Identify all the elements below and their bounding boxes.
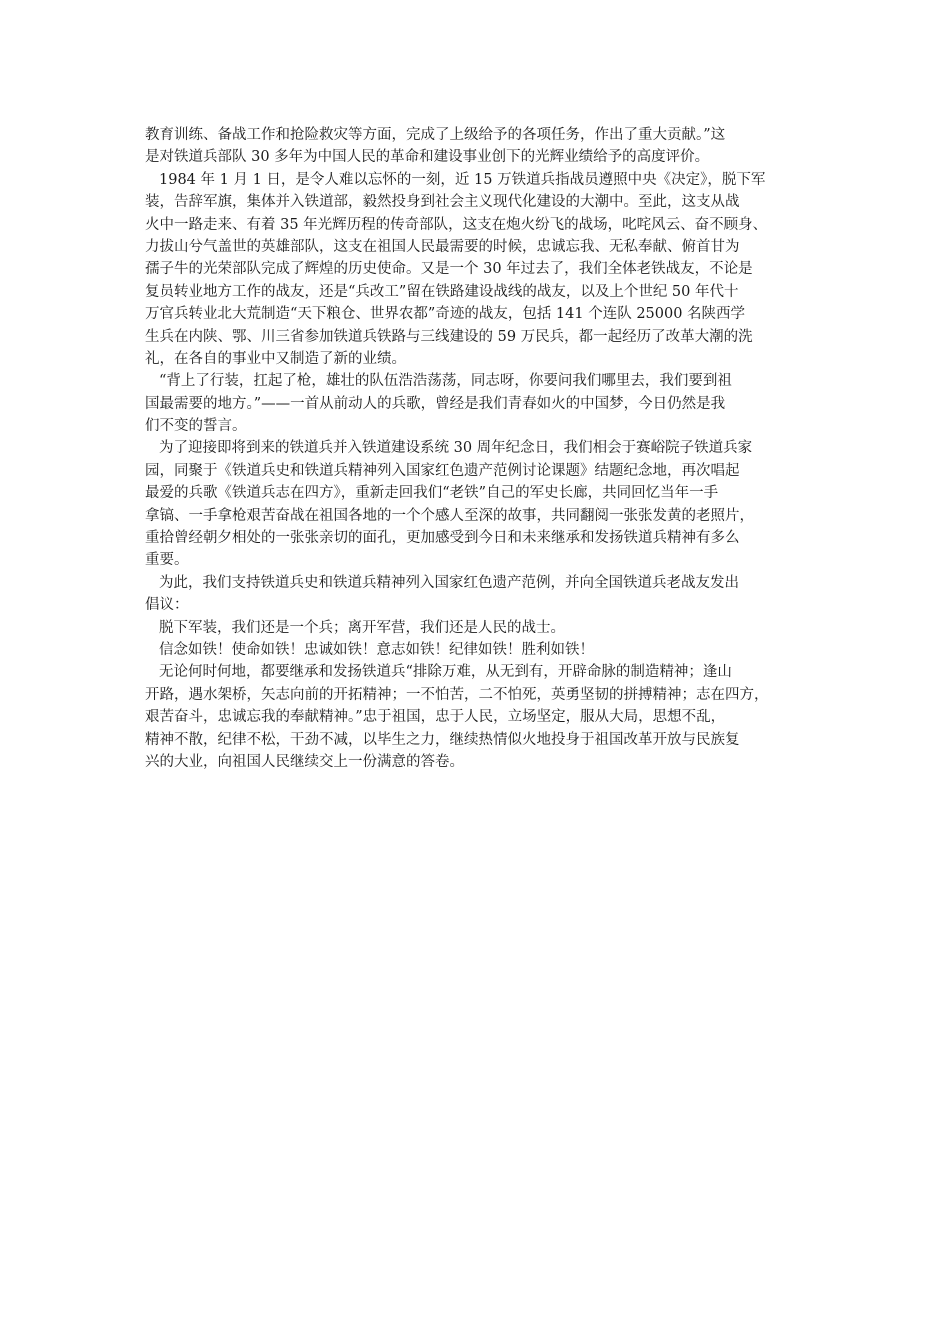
text-line: 艰苦奋斗，忠诚忘我的奉献精神。”忠于祖国，忠于人民，立场坚定，服从大局，思想不乱， [145, 709, 726, 726]
text-line: 们不变的誓言。 [145, 418, 247, 435]
text-line: 重拾曾经朝夕相处的一张张亲切的面孔，更加感受到今日和未来继承和发扬铁道兵精神有多么 [145, 530, 740, 547]
text-line: 1984 年 1 月 1 日，是令人难以忘怀的一刻，近 15 万铁道兵指战员遵照中央《决定》，脱下军 [159, 171, 766, 188]
text-line: 装，告辞军旗，集体并入铁道部，毅然投身到社会主义现代化建设的大潮中。至此，这支从战 [145, 194, 740, 211]
text-line: 园，同聚于《铁道兵史和铁道兵精神列入国家红色遗产范例讨论课题》结题纪念地，再次唱起 [145, 462, 740, 479]
text-line: 生兵在内陕、鄂、川三省参加铁道兵铁路与三线建设的 59 万民兵，都一起经历了改革大潮的洗 [145, 328, 753, 345]
text-line: 复员转业地方工作的战友，还是“兵改工”留在铁路建设战线的战友，以及上个世纪 50 年代十 [145, 283, 739, 300]
text-line: 脱下军装，我们还是一个兵；离开军营，我们还是人民的战士。 [159, 619, 565, 636]
text-line: 无论何时何地，都要继承和发扬铁道兵“排除万难，从无到有，开辟命脉的制造精神；逢山 [159, 664, 732, 681]
text-line: 兴的大业，向祖国人民继续交上一份满意的答卷。 [145, 753, 464, 770]
document-body [145, 124, 815, 773]
text-line: 信念如铁！使命如铁！忠诚如铁！意志如铁！纪律如铁！胜利如铁！ [159, 641, 594, 658]
text-line: 倡议： [145, 597, 189, 614]
text-line: 开路，遇水架桥，矢志向前的开拓精神；一不怕苦，二不怕死，英勇坚韧的拼搏精神；志在四方， [145, 686, 769, 703]
text-line: 重要。 [145, 552, 189, 569]
text-line: 孺子牛的光荣部队完成了辉煌的历史使命。又是一个 30 年过去了，我们全体老铁战友，不论是 [145, 261, 753, 278]
text-line: “背上了行装，扛起了枪，雄壮的队伍浩浩荡荡，同志呀，你要问我们哪里去，我们要到祖 [159, 373, 732, 390]
text-line: 拿镐、一手拿枪艰苦奋战在祖国各地的一个个感人至深的故事，共同翻阅一张张发黄的老照片， [145, 507, 754, 524]
text-line: 力拔山兮气盖世的英雄部队，这支在祖国人民最需要的时候，忠诚忘我、无私奉献、俯首甘为 [145, 238, 740, 255]
text-line: 礼，在各自的事业中又制造了新的业绩。 [145, 350, 406, 367]
text-line: 为此，我们支持铁道兵史和铁道兵精神列入国家红色遗产范例，并向全国铁道兵老战友发出 [159, 574, 739, 591]
text-line: 是对铁道兵部队 30 多年为中国人民的革命和建设事业创下的光辉业绩给予的高度评价。 [145, 149, 710, 166]
text-line: 最爱的兵歌《铁道兵志在四方》，重新走回我们“老铁”自己的军史长廊，共同回忆当年一手 [145, 485, 719, 502]
text-line: 火中一路走来、有着 35 年光辉历程的传奇部队，这支在炮火纷飞的战场，叱咤风云、奋不顾身、 [145, 216, 768, 233]
text-line: 精神不散，纪律不松，干劲不减，以毕生之力，继续热情似火地投身于祖国改革开放与民族复 [145, 731, 740, 748]
text-line: 为了迎接即将到来的铁道兵并入铁道建设系统 30 周年纪念日，我们相会于赛峪院子铁道兵家 [159, 440, 753, 457]
text-line: 教育训练、备战工作和抢险救灾等方面，完成了上级给予的各项任务，作出了重大贡献。”这 [145, 127, 726, 143]
text-line: 国最需要的地方。”——一首从前动人的兵歌，曾经是我们青春如火的中国梦，今日仍然是我 [145, 395, 726, 412]
text-line: 万官兵转业北大荒制造“天下粮仓、世界农都”奇迹的战友，包括 141 个连队 25000 名陕西学 [145, 306, 746, 323]
